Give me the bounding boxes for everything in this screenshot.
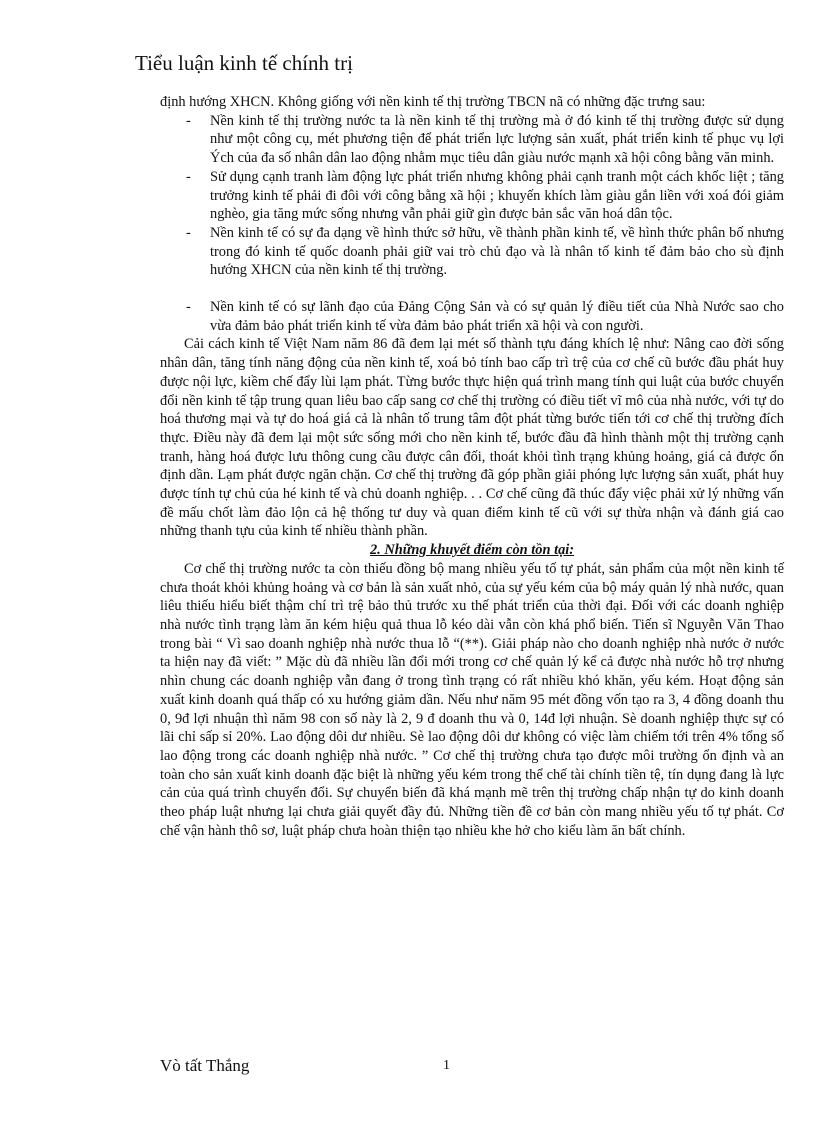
section-heading: 2. Những khuyết điểm còn tồn tại: <box>369 542 575 559</box>
document-body <box>160 93 784 840</box>
feature-list <box>160 112 784 336</box>
intro-paragraph: định hướng XHCN. Không giống với nền kinh tế thị trường TBCN nã có những đặc trưng sau: <box>160 94 706 110</box>
list-item: - Nền kinh tế thị trường nước ta là nền kinh tế thị trường mà ở đó kinh tế thị trường được sử dụng như một công cụ, mét phương tiện để phát triển lực lượng sản xuất, phát triển kinh tế phục vụ lợi Ých của đa số nhân dân lao động nhằm mục tiêu dân giàu nước mạnh xã hội công bằng văn minh. <box>210 112 784 168</box>
footer-author: Vò tất Thắng <box>160 1056 250 1075</box>
list-item: - Nền kinh tế có sự lãnh đạo của Đảng Cộng Sản và có sự quản lý điều tiết của Nhà Nước sao cho vừa đảm bảo phát triển kinh tế vừa đảm bảo phát triển xã hội và con người. <box>210 298 784 335</box>
list-item: - Sử dụng cạnh tranh làm động lực phát triển nhưng không phải cạnh tranh một cách khốc liệt ; tăng trưởng kinh tế phải đi đôi với công bằng xã hội ; khuyến khích làm giàu gắn liền với xoá đói giảm nghèo, gia tăng mức sống nhưng vẫn phải giữ gìn được bản sắc văn hoá dân tộc. <box>210 168 784 224</box>
list-item: - Nền kinh tế có sự đa dạng về hình thức sở hữu, về thành phần kinh tế, về hình thức phân bố nhưng trong đó kinh tế quốc doanh phải giữ vai trò chủ đạo và là nhân tố kinh tế đảm bảo cho sù định hướng XHCN của nền kinh tế thị trường. <box>210 224 784 280</box>
list-spacer <box>210 280 784 298</box>
page-number: 1 <box>443 1058 450 1073</box>
document-header-title: Tiểu luận kinh tế chính trị <box>135 51 353 75</box>
reform-paragraph: Cải cách kinh tế Việt Nam năm 86 đã đem lại mét số thành tựu đáng khích lệ như: Nâng cao đời sống nhân dân, tăng tính năng động của nền kinh tế, xoá bỏ tính bao cấp trì trệ của cơ chế cũ bước đầu phát huy được nội lực, kiềm chế đẩy lùi lạm phát. Từng bước thực hiện quá trình mang tính qui luật của bước chuyển đổi nền kinh tế tập trung quan liêu bao cấp sang cơ chế thị trường có điều tiết vĩ mô của nhà nước, với tự do hoá thương mại và tự do hoá giá cả là nhân tố trung tâm đột phát từng bước tiến tới cơ chế thị trường đích thực. Điều này đã đem lại một sức sống mới cho nền kinh tế, bước đầu đã hình thành một thị trường cạnh tranh, hàng hoá được lưu thông cung cầu được cân đối, thoát khỏi tình trạng khủng hoảng, giá cả được ổn định dần. Lạm phát được ngăn chặn. Cơ chế thị trường đã góp phần giải phóng lực lượng sản xuất, phát huy được tính tự chủ của hé kinh tế và chủ doanh nghiệp. . . Cơ chế cũng đã thúc đẩy việc phải xử lý những vấn đề mấu chốt làm đảo lộn cả hệ thống tư duy và quan điểm kinh tế cũ với sự thừa nhận và đánh giá cao những thanh tựu của kinh tế nhiều thành phần. <box>160 336 784 540</box>
shortcomings-paragraph: Cơ chế thị trường nước ta còn thiếu đồng bộ mang nhiều yếu tố tự phát, sản phẩm của một nền kinh tế chưa thoát khỏi khủng hoảng và cơ bản là sản xuất nhỏ, của sự yếu kém của bộ máy quản lý nhà nước, quan liêu thiếu hiểu biết thậm chí trì trệ bảo thủ trước xu thế phát triển của thời đại. Đối với các doanh nghiệp nhà nước tình trạng làm ăn kém hiệu quả thua lỗ kéo dài vẫn còn khá phổ biến. Tiến sĩ Nguyễn Văn Thao trong bài “ Vì sao doanh nghiệp nhà nước thua lỗ “(**). Giải pháp nào cho doanh nghiệp nhà nước ở nước ta hiện nay đã viết: ” Mặc dù đã nhiều lần đổi mới trong cơ chế quản lý kể cả được nhà nước hỗ trợ nhưng nhìn chung các doanh nghiệp vẫn đang ở trong tình trạng có rất nhiều khó khăn, yếu kém. Hoạt động sản xuất kinh doanh quá thấp có xu hướng giảm dần. Nếu như năm 95 mét đồng vốn tạo ra 3, 4 đồng doanh thu 0, 9đ lợi nhuận thì năm 98 con số này là 2, 9 đ doanh thu và 0, 14đ lợi nhuận. Sè doanh nghiệp thực sự có lãi chỉ sấp sỉ 20%. Lao động dôi dư nhiều. Sè lao động dôi dư không có việc làm chiếm tới trên 4% tổng số lao động trong các doanh nghiệp nhà nước. ” Cơ chế thị trường chưa tạo được môi trường ổn định và an toàn cho sản xuất kinh doanh đặc biệt là những yếu kém trong thể chế tài chính tiền tệ, tín dụng đang là lực cản của quá trình chuyển đổi. Sự chuyển biến đã khá mạnh mẽ trên thị trường chấp nhận tự do kinh doanh theo pháp luật nhưng lại chưa giải quyết đầy đủ. Những tiền đề cơ bản còn mang nhiều yếu tố tự phát. Cơ chế vận hành thô sơ, luật pháp chưa hoàn thiện tạo nhiều khe hở cho kiểu làm ăn bất chính. <box>160 560 784 839</box>
